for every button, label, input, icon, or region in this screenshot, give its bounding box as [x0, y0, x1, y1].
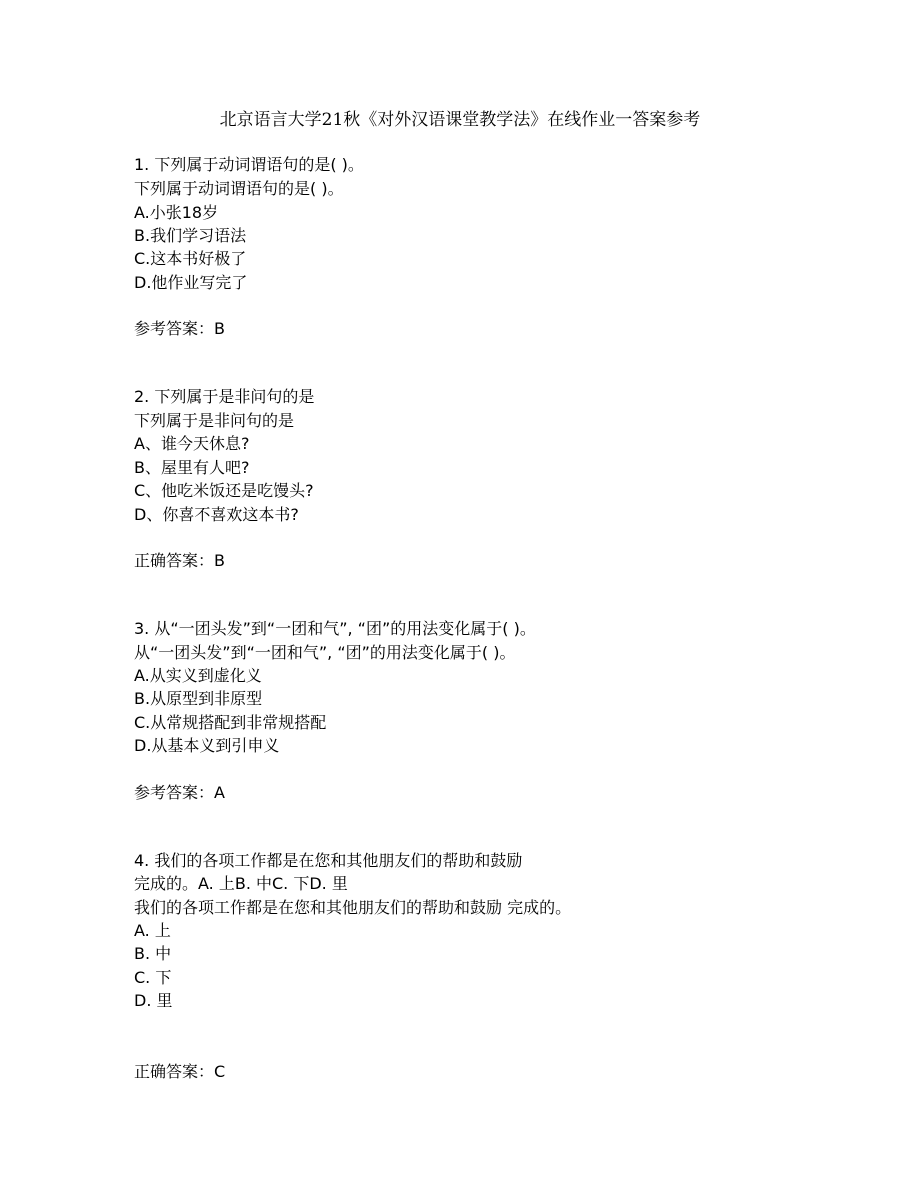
question-1-option-c: C.这本书好极了 — [134, 249, 247, 268]
question-4-heading-cont: 完成的。A. 上B. 中C. 下D. 里 — [134, 874, 348, 893]
question-3-stem: 从“一团头发”到“一团和气”, “团”的用法变化属于( )。 — [134, 643, 516, 662]
question-2-answer: 正确答案：B — [134, 551, 225, 570]
question-3-answer: 参考答案：A — [134, 783, 225, 802]
question-2-heading: 2. 下列属于是非问句的是 — [134, 387, 315, 406]
question-3-heading: 3. 从“一团头发”到“一团和气”, “团”的用法变化属于( )。 — [134, 619, 536, 638]
question-2-stem: 下列属于是非问句的是 — [134, 411, 295, 430]
question-2-option-d: D、你喜不喜欢这本书? — [134, 505, 299, 524]
question-4-option-d: D. 里 — [134, 991, 173, 1010]
question-4-option-a: A. 上 — [134, 921, 171, 940]
question-1-answer: 参考答案：B — [134, 319, 225, 338]
question-3-option-b: B.从原型到非原型 — [134, 689, 263, 708]
question-1-heading: 1. 下列属于动词谓语句的是( )。 — [134, 155, 364, 174]
question-2-option-b: B、屋里有人吧? — [134, 458, 250, 477]
question-4-option-c: C. 下 — [134, 968, 172, 987]
question-2-option-c: C、他吃米饭还是吃馒头? — [134, 481, 314, 500]
question-1-stem: 下列属于动词谓语句的是( )。 — [134, 179, 344, 198]
question-4-stem: 我们的各项工作都是在您和其他朋友们的帮助和鼓励 完成的。 — [134, 898, 572, 917]
question-4-heading: 4. 我们的各项工作都是在您和其他朋友们的帮助和鼓励 — [134, 851, 523, 870]
question-1-option-d: D.他作业写完了 — [134, 273, 248, 292]
document-title: 北京语言大学21秋《对外汉语课堂教学法》在线作业一答案参考 — [219, 110, 701, 130]
question-3-option-c: C.从常规搭配到非常规搭配 — [134, 713, 327, 732]
question-3-option-d: D.从基本义到引申义 — [134, 736, 280, 755]
question-4-option-b: B. 中 — [134, 944, 172, 963]
question-2-option-a: A、谁今天休息? — [134, 434, 250, 453]
question-3-option-a: A.从实义到虚化义 — [134, 666, 262, 685]
question-1-option-a: A.小张18岁 — [134, 203, 219, 222]
question-1-option-b: B.我们学习语法 — [134, 226, 247, 245]
question-4-answer: 正确答案：C — [134, 1062, 226, 1081]
